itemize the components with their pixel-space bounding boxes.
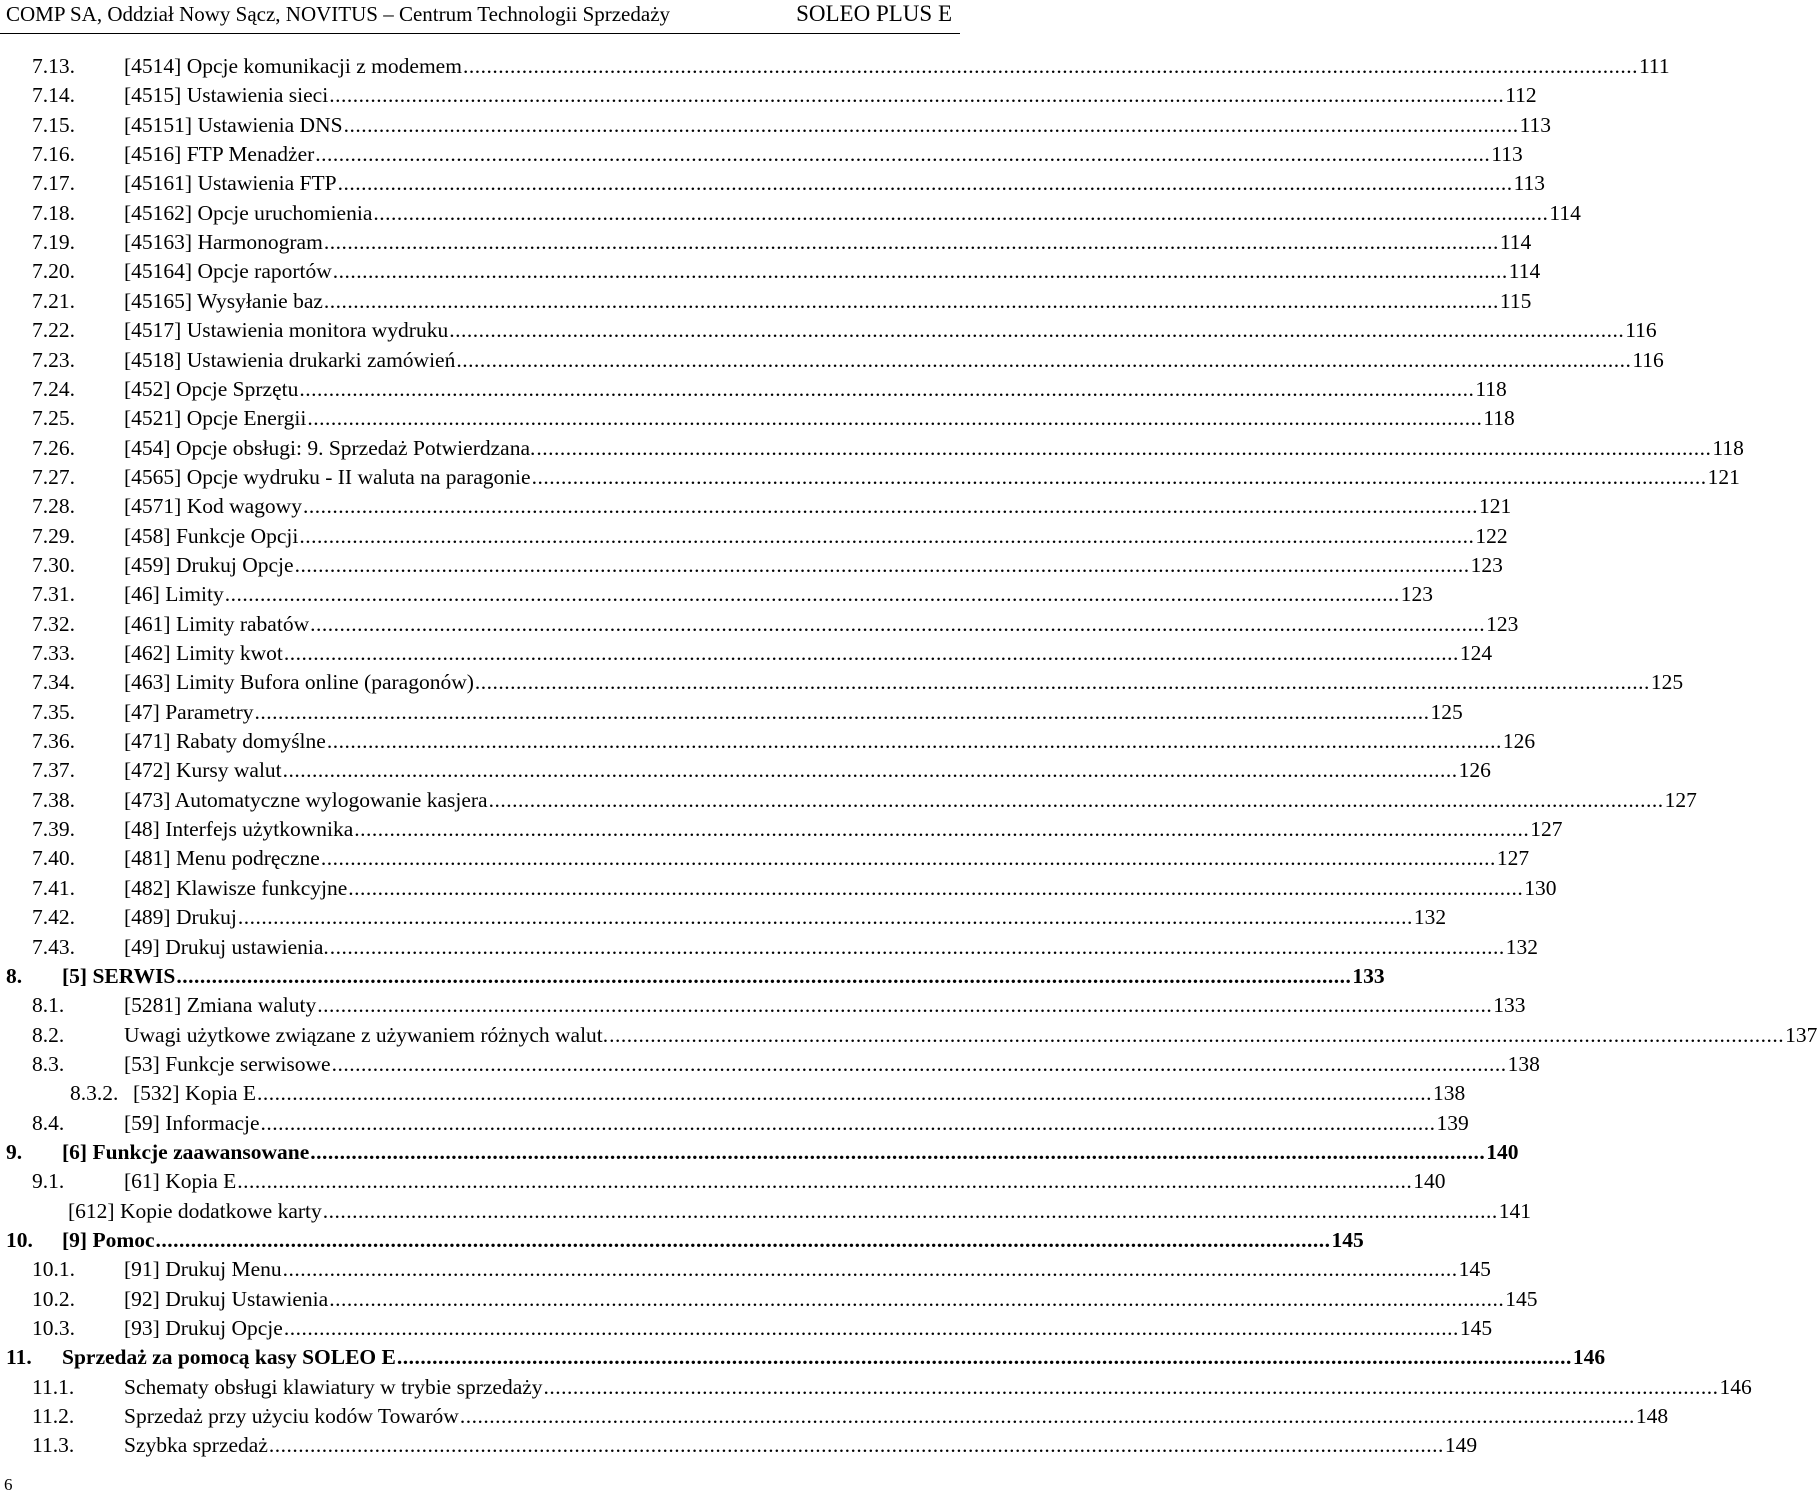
toc-leader-dots: ........................................................................................................................................................................................................ xyxy=(317,993,1493,1018)
toc-entry-title: [4514] Opcje komunikacji z modemem xyxy=(124,54,462,78)
toc-entry-number: 7.27. xyxy=(32,464,75,489)
toc-entry-title: [46] Limity xyxy=(124,582,224,607)
toc-entry-page: 124 xyxy=(1459,641,1493,665)
toc-entry-page: 115 xyxy=(1499,288,1532,313)
toc-leader-dots: ........................................................................................................................................................................................................ xyxy=(299,523,1475,548)
toc-entry[interactable] xyxy=(0,756,1491,785)
toc-entry[interactable] xyxy=(0,668,1684,697)
toc-entry[interactable] xyxy=(0,111,1552,140)
toc-entry-title: [532] Kopia E xyxy=(133,1081,256,1106)
toc-leader-dots: ........................................................................................................................................................................................................ xyxy=(474,670,1650,695)
toc-entry-title: Sprzedaż przy użyciu kodów Towarów xyxy=(124,1404,459,1429)
toc-entry-number: 7.15. xyxy=(32,112,75,137)
toc-entry-page: 126 xyxy=(1458,758,1491,783)
toc-entry-title: [489] Drukuj xyxy=(124,905,237,930)
toc-entry-page: 122 xyxy=(1475,523,1508,548)
toc-entry-number: 8.1. xyxy=(32,993,65,1018)
toc-entry-title: [4518] Ustawienia drukarki zamówień xyxy=(124,347,456,372)
toc-entry[interactable] xyxy=(0,903,1447,932)
toc-entry-title: Szybka sprzedaż xyxy=(124,1433,268,1458)
toc-entry-title: [482] Klawisze funkcyjne xyxy=(124,875,348,900)
toc-entry-title: [92] Drukuj Ustawienia xyxy=(124,1286,329,1311)
toc-leader-dots: ........................................................................................................................................................................................................ xyxy=(237,1169,1413,1194)
toc-leader-dots: ........................................................................................................................................................................................................ xyxy=(257,1081,1432,1106)
toc-entry-title: [91] Drukuj Menu xyxy=(124,1257,282,1282)
toc-leader-dots: ........................................................................................................................................................................................................ xyxy=(254,699,1430,724)
toc-entry-page: 113 xyxy=(1513,171,1546,196)
toc-entry-number: 7.37. xyxy=(32,758,75,783)
toc-entry-number: 7.23. xyxy=(32,347,75,372)
toc-entry-title: [47] Parametry xyxy=(124,699,254,724)
toc-entry-page: 126 xyxy=(1502,729,1536,754)
toc-leader-dots: ........................................................................................................................................................................................................ xyxy=(329,83,1505,108)
toc-entry-title: [458] Funkcje Opcji xyxy=(124,523,299,548)
toc-entry-page: 148 xyxy=(1635,1404,1669,1429)
toc-entry[interactable] xyxy=(0,1402,1669,1431)
toc-entry-title: [472] Kursy walut xyxy=(124,758,282,783)
toc-leader-dots: ........................................................................................................................................................................................................ xyxy=(283,641,1459,665)
toc-entry-title: [481] Menu podręczne xyxy=(124,846,320,871)
toc-entry-number: 8.2. xyxy=(32,1022,65,1047)
toc-entry-number: 8.3. xyxy=(32,1051,65,1076)
toc-entry-number: 7.29. xyxy=(32,523,75,548)
toc-leader-dots: ........................................................................................................................................................................................................ xyxy=(488,787,1664,812)
toc-entry-page: 118 xyxy=(1475,376,1507,401)
toc-entry-page: 145 xyxy=(1331,1228,1364,1252)
toc-entry[interactable] xyxy=(0,1255,1491,1284)
toc-leader-dots: ........................................................................................................................................................................................................ xyxy=(456,347,1632,372)
toc-entry-number: 8. xyxy=(6,963,23,988)
toc-entry[interactable] xyxy=(0,1197,1531,1226)
toc-entry-number: 7.16. xyxy=(32,142,75,167)
toc-entry-number: 7.21. xyxy=(32,288,75,313)
toc-leader-dots: ........................................................................................................................................................................................................ xyxy=(354,817,1530,842)
toc-entry-number: 7.36. xyxy=(32,729,75,754)
toc-leader-dots: ........................................................................................................................................................................................................ xyxy=(536,435,1712,460)
toc-entry-page: 121 xyxy=(1707,464,1740,489)
toc-leader-dots: ........................................................................................................................................................................................................ xyxy=(331,1051,1507,1076)
toc-entry[interactable] xyxy=(0,727,1536,756)
toc-entry-page: 123 xyxy=(1470,552,1503,577)
toc-leader-dots: ........................................................................................................................................................................................................ xyxy=(237,905,1413,930)
toc-entry-number: 8.3.2. xyxy=(70,1081,119,1106)
toc-leader-dots: ........................................................................................................................................................................................................ xyxy=(310,1139,1486,1164)
toc-leader-dots: ........................................................................................................................................................................................................ xyxy=(260,1110,1436,1135)
toc-leader-dots: ........................................................................................................................................................................................................ xyxy=(310,611,1486,636)
toc-entry-number: 10. xyxy=(6,1228,33,1252)
toc-entry-number: 7.24. xyxy=(32,376,75,401)
toc-leader-dots: ........................................................................................................................................................................................................ xyxy=(307,406,1483,431)
toc-leader-dots: ........................................................................................................................................................................................................ xyxy=(294,552,1470,577)
toc-entry[interactable] xyxy=(0,639,1493,668)
toc-entry-number: 11.2. xyxy=(32,1404,75,1429)
toc-entry-page: 145 xyxy=(1458,1257,1491,1282)
toc-leader-dots: ........................................................................................................................................................................................................ xyxy=(373,200,1549,225)
toc-leader-dots: ........................................................................................................................................................................................................ xyxy=(323,288,1499,313)
toc-entry-page: 140 xyxy=(1413,1169,1446,1194)
toc-entry[interactable] xyxy=(0,1343,1606,1372)
toc-entry-title: [4516] FTP Menadżer xyxy=(124,142,315,167)
toc-entry-title: [4521] Opcje Energii xyxy=(124,406,307,431)
toc-entry-number: 10.1. xyxy=(32,1257,75,1282)
toc-entry[interactable] xyxy=(0,1050,1540,1079)
toc-entry-title: [48] Interfejs użytkownika xyxy=(124,817,354,842)
toc-leader-dots: ........................................................................................................................................................................................................ xyxy=(459,1404,1635,1429)
toc-entry-number: 11.3. xyxy=(32,1433,75,1458)
toc-entry[interactable] xyxy=(0,1021,1817,1050)
toc-leader-dots: ........................................................................................................................................................................................................ xyxy=(268,1433,1444,1458)
toc-entry-title: [452] Opcje Sprzętu xyxy=(124,376,299,401)
toc-entry-title: Sprzedaż za pomocą kasy SOLEO E xyxy=(62,1345,396,1370)
toc-entry-title: [4571] Kod wagowy xyxy=(124,494,302,519)
toc-entry-title: [53] Funkcje serwisowe xyxy=(124,1051,331,1076)
toc-leader-dots: ........................................................................................................................................................................................................ xyxy=(329,1286,1505,1311)
toc-entry[interactable] xyxy=(0,580,1433,609)
toc-entry-page: 138 xyxy=(1433,1081,1466,1106)
toc-entry-number: 7.32. xyxy=(32,611,75,636)
toc-entry-page: 127 xyxy=(1530,817,1563,842)
toc-entry-page: 116 xyxy=(1632,347,1664,372)
toc-entry-page: 130 xyxy=(1524,875,1557,900)
toc-entry-page: 114 xyxy=(1508,259,1541,284)
toc-entry-page: 133 xyxy=(1493,993,1526,1018)
toc-leader-dots: ........................................................................................................................................................................................................ xyxy=(320,846,1496,871)
toc-entry-number: 11. xyxy=(6,1345,32,1370)
toc-entry-page: 146 xyxy=(1719,1374,1752,1399)
toc-entry-page: 138 xyxy=(1507,1051,1540,1076)
toc-entry[interactable] xyxy=(0,140,1523,169)
toc-entry-page: 121 xyxy=(1478,494,1512,519)
toc-entry[interactable] xyxy=(0,375,1507,404)
toc-entry-number: 7.17. xyxy=(32,171,75,196)
toc-entry-number: 7.18. xyxy=(32,200,75,225)
toc-entry[interactable] xyxy=(0,551,1503,580)
toc-entry-page: 125 xyxy=(1430,699,1463,724)
toc-entry-title: [45151] Ustawienia DNS xyxy=(124,112,343,137)
toc-entry-number: 7.40. xyxy=(32,846,75,871)
toc-entry[interactable] xyxy=(0,199,1581,228)
toc-entry-number: 8.4. xyxy=(32,1110,65,1135)
toc-entry[interactable] xyxy=(0,1373,1752,1402)
toc-leader-dots: ........................................................................................................................................................................................................ xyxy=(396,1345,1572,1370)
toc-entry-title: [473] Automatyczne wylogowanie kasjera xyxy=(124,787,488,812)
toc-entry-number: 7.39. xyxy=(32,817,75,842)
toc-entry-number: 7.31. xyxy=(32,582,75,607)
toc-entry-title: [5] SERWIS xyxy=(62,963,176,988)
toc-entry-number: 7.33. xyxy=(32,641,75,665)
toc-entry-number: 7.14. xyxy=(32,83,75,108)
toc-leader-dots: ........................................................................................................................................................................................................ xyxy=(462,54,1638,78)
toc-entry[interactable] xyxy=(0,1138,1519,1167)
toc-entry-page: 111 xyxy=(1638,54,1670,78)
toc-entry-title: [59] Informacje xyxy=(124,1110,260,1135)
toc-entry-title: [4565] Opcje wydruku - II waluta na paragonie xyxy=(124,464,531,489)
toc-entry-page: 141 xyxy=(1498,1198,1531,1223)
toc-entry-page: 113 xyxy=(1491,142,1523,167)
toc-entry[interactable] xyxy=(0,434,1744,463)
toc-entry-title: [459] Drukuj Opcje xyxy=(124,552,294,577)
toc-entry-number: 11.1. xyxy=(32,1374,75,1399)
toc-entry[interactable] xyxy=(0,81,1537,110)
toc-entry-title: [45165] Wysyłanie baz xyxy=(124,288,323,313)
toc-entry[interactable] xyxy=(0,463,1740,492)
toc-entry-title: [45162] Opcje uruchomienia xyxy=(124,200,373,225)
toc-entry[interactable] xyxy=(0,522,1508,551)
toc-entry-number: 7.42. xyxy=(32,905,75,930)
toc-entry-page: 114 xyxy=(1549,200,1581,225)
toc-entry[interactable] xyxy=(0,933,1539,962)
toc-entry-number: 7.20. xyxy=(32,259,75,284)
toc-leader-dots: ........................................................................................................................................................................................................ xyxy=(155,1228,1331,1252)
toc-leader-dots: ........................................................................................................................................................................................................ xyxy=(282,758,1458,783)
toc-entry-number: 9. xyxy=(6,1139,23,1164)
toc-entry-number: 7.43. xyxy=(32,934,75,959)
toc-entry-title: [45163] Harmonogram xyxy=(124,230,323,255)
toc-entry-number: 7.35. xyxy=(32,699,75,724)
toc-leader-dots: ........................................................................................................................................................................................................ xyxy=(343,112,1519,137)
toc-entry-page: 145 xyxy=(1459,1316,1493,1341)
toc-leader-dots: ........................................................................................................................................................................................................ xyxy=(299,376,1475,401)
toc-entry[interactable] xyxy=(0,1314,1493,1343)
toc-entry-page: 127 xyxy=(1664,787,1697,812)
toc-entry-number: 7.41. xyxy=(32,875,75,900)
header-company: COMP SA, Oddział Nowy Sącz, NOVITUS – Centrum Technologii Sprzedaży xyxy=(6,2,671,26)
toc-entry-title: [461] Limity rabatów xyxy=(124,611,310,636)
toc-entry-title: [4515] Ustawienia sieci xyxy=(124,83,329,108)
toc-entry-page: 118 xyxy=(1712,435,1744,460)
toc-entry-page: 146 xyxy=(1572,1345,1606,1370)
toc-leader-dots: ........................................................................................................................................................................................................ xyxy=(337,171,1513,196)
toc-entry-page: 125 xyxy=(1650,670,1684,695)
toc-entry-page: 118 xyxy=(1483,406,1515,431)
toc-entry[interactable] xyxy=(0,316,1657,345)
toc-leader-dots: ........................................................................................................................................................................................................ xyxy=(283,1316,1459,1341)
toc-entry-page: 123 xyxy=(1486,611,1519,636)
toc-entry[interactable] xyxy=(0,698,1463,727)
toc-entry-title: [5281] Zmiana waluty xyxy=(124,993,317,1018)
toc-entry-number: 7.26. xyxy=(32,435,75,460)
toc-entry-title: Uwagi użytkowe związane z używaniem różnych walut. xyxy=(124,1022,609,1047)
toc-entry[interactable] xyxy=(0,287,1532,316)
toc-entry-page: 123 xyxy=(1400,582,1433,607)
header-rule xyxy=(0,33,960,34)
toc-entry[interactable] xyxy=(0,169,1546,198)
page-number: 6 xyxy=(4,1475,13,1494)
toc-entry-page: 114 xyxy=(1499,230,1532,255)
toc-entry[interactable] xyxy=(0,844,1530,873)
toc-entry[interactable] xyxy=(0,991,1526,1020)
toc-entry-number: 7.34. xyxy=(32,670,75,695)
toc-leader-dots: ........................................................................................................................................................................................................ xyxy=(609,1022,1785,1047)
toc-entry-number: 9.1. xyxy=(32,1169,65,1194)
toc-entry-title: [93] Drukuj Opcje xyxy=(124,1316,283,1341)
toc-entry-title: [463] Limity Bufora online (paragonów) xyxy=(124,670,474,695)
toc-entry-page: 149 xyxy=(1444,1433,1478,1458)
toc-entry-page: 116 xyxy=(1625,318,1657,343)
toc-entry-title: [471] Rabaty domyślne xyxy=(124,729,326,754)
toc-leader-dots: ........................................................................................................................................................................................................ xyxy=(329,934,1505,959)
toc-entry[interactable] xyxy=(0,815,1563,844)
page-header xyxy=(0,0,960,34)
toc-entry-number: 7.30. xyxy=(32,552,75,577)
toc-entry-title: [612] Kopie dodatkowe karty xyxy=(68,1198,322,1223)
toc-entry-title: [49] Drukuj ustawienia. xyxy=(124,934,329,959)
toc-entry[interactable] xyxy=(0,874,1557,903)
toc-entry-title: [4517] Ustawienia monitora wydruku xyxy=(124,318,449,343)
toc-entry-page: 133 xyxy=(1352,963,1385,988)
toc-entry-number: 7.25. xyxy=(32,406,75,431)
toc-leader-dots: ........................................................................................................................................................................................................ xyxy=(326,729,1502,754)
toc-entry[interactable] xyxy=(0,1431,1478,1460)
toc-entry[interactable] xyxy=(0,786,1697,815)
toc-entry-title: [462] Limity kwot xyxy=(124,641,283,665)
toc-entry-number: 7.19. xyxy=(32,230,75,255)
toc-leader-dots: ........................................................................................................................................................................................................ xyxy=(543,1374,1719,1399)
toc-leader-dots: ........................................................................................................................................................................................................ xyxy=(348,875,1524,900)
toc-entry[interactable] xyxy=(0,52,1670,81)
toc-leader-dots: ........................................................................................................................................................................................................ xyxy=(176,963,1352,988)
toc-entry-number: 10.3. xyxy=(32,1316,75,1341)
toc-entry-number: 7.13. xyxy=(32,54,75,78)
toc-leader-dots: ........................................................................................................................................................................................................ xyxy=(224,582,1400,607)
toc-entry-title: [61] Kopia E xyxy=(124,1169,237,1194)
header-product: SOLEO PLUS E xyxy=(796,1,952,26)
toc-leader-dots: ........................................................................................................................................................................................................ xyxy=(282,1257,1458,1282)
toc-entry-number: 10.2. xyxy=(32,1286,75,1311)
toc-entry[interactable] xyxy=(0,404,1515,433)
toc-entry-title: [45161] Ustawienia FTP xyxy=(124,171,337,196)
toc-entry[interactable] xyxy=(0,228,1532,257)
toc-leader-dots: ........................................................................................................................................................................................................ xyxy=(332,259,1508,284)
toc-entry-page: 137 xyxy=(1785,1022,1817,1047)
toc-entry[interactable] xyxy=(0,492,1512,521)
toc-leader-dots: ........................................................................................................................................................................................................ xyxy=(323,230,1499,255)
toc-entry-title: [9] Pomoc xyxy=(62,1228,155,1252)
toc-entry[interactable] xyxy=(0,346,1664,375)
toc-entry-page: 140 xyxy=(1486,1139,1519,1164)
toc-entry-page: 127 xyxy=(1496,846,1530,871)
toc-entry-page: 139 xyxy=(1436,1110,1469,1135)
toc-entry[interactable] xyxy=(0,1285,1538,1314)
toc-entry-page: 145 xyxy=(1505,1286,1538,1311)
toc-entry-title: Schematy obsługi klawiatury w trybie sprzedaży xyxy=(124,1374,543,1399)
toc-leader-dots: ........................................................................................................................................................................................................ xyxy=(449,318,1625,343)
toc-entry[interactable] xyxy=(0,962,1385,991)
toc-leader-dots: ........................................................................................................................................................................................................ xyxy=(315,142,1491,167)
toc-entry-title: [45164] Opcje raportów xyxy=(124,259,332,284)
toc-entry[interactable] xyxy=(0,1109,1469,1138)
toc-entry-number: 7.22. xyxy=(32,318,75,343)
toc-entry-page: 113 xyxy=(1519,112,1552,137)
toc-entry-number: 7.38. xyxy=(32,787,75,812)
toc-entry[interactable] xyxy=(0,610,1519,639)
toc-entry[interactable] xyxy=(0,1079,1466,1108)
toc-leader-dots: ........................................................................................................................................................................................................ xyxy=(302,494,1478,519)
toc-entry-page: 132 xyxy=(1413,905,1447,930)
toc-entry-page: 112 xyxy=(1505,83,1537,108)
toc-leader-dots: ........................................................................................................................................................................................................ xyxy=(322,1198,1498,1223)
toc-entry[interactable] xyxy=(0,257,1541,286)
toc-leader-dots: ........................................................................................................................................................................................................ xyxy=(531,464,1707,489)
toc-entry-title: [454] Opcje obsługi: 9. Sprzedaż Potwierdzana. xyxy=(124,435,536,460)
toc-entry-page: 132 xyxy=(1505,934,1539,959)
toc-entry[interactable] xyxy=(0,1226,1364,1255)
toc-entry-title: [6] Funkcje zaawansowane xyxy=(62,1139,310,1164)
toc-entry[interactable] xyxy=(0,1167,1446,1196)
toc-entry-number: 7.28. xyxy=(32,494,75,519)
